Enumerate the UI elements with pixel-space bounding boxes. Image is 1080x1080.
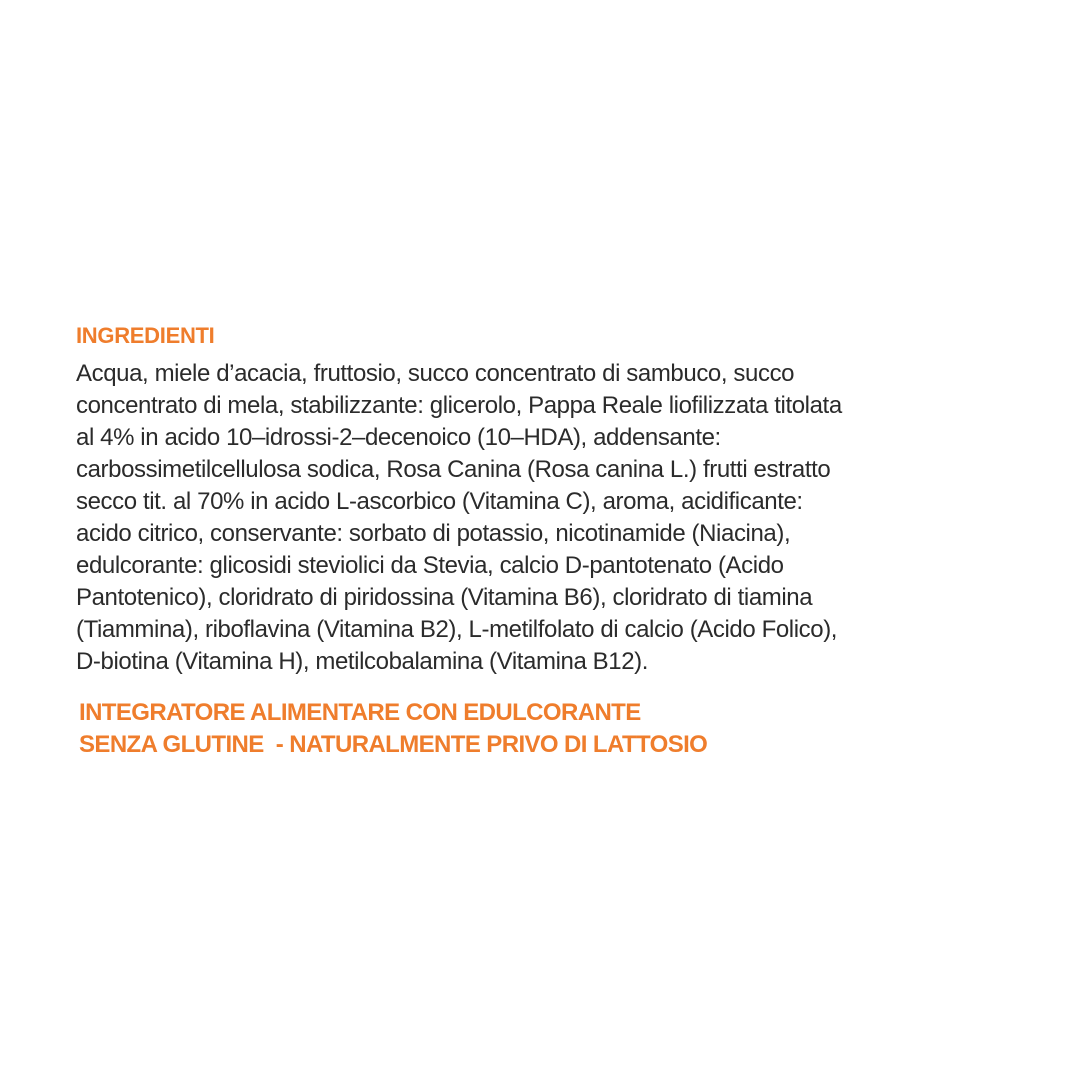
gluten-lactose-claim: SENZA GLUTINE - NATURALMENTE PRIVO DI LATTOSIO: [79, 731, 708, 758]
ingredients-line: edulcorante: glicosidi steviolici da Stevia, calcio D-pantotenato (Acido: [76, 552, 784, 579]
ingredients-title: INGREDIENTI: [76, 323, 215, 348]
ingredients-line: Acqua, miele d’acacia, fruttosio, succo concentrato di sambuco, succo: [76, 360, 795, 387]
ingredients-line: acido citrico, conservante: sorbato di potassio, nicotinamide (Niacina),: [76, 520, 791, 547]
ingredients-line: concentrato di mela, stabilizzante: glicerolo, Pappa Reale liofilizzata titolata: [76, 392, 842, 419]
ingredients-line: al 4% in acido 10–idrossi-2–decenoico (10–HDA), addensante:: [76, 424, 721, 451]
ingredients-line: carbossimetilcellulosa sodica, Rosa Canina (Rosa canina L.) frutti estratto: [76, 456, 831, 483]
ingredients-line: D-biotina (Vitamina H), metilcobalamina (Vitamina B12).: [76, 648, 649, 675]
ingredients-line: secco tit. al 70% in acido L-ascorbico (Vitamina C), aroma, acidificante:: [76, 488, 803, 515]
ingredients-text: [76, 358, 1036, 678]
ingredients-line: (Tiammina), riboflavina (Vitamina B2), L-metilfolato di calcio (Acido Folico),: [76, 616, 838, 643]
product-claims: [79, 697, 707, 761]
supplement-claim: INTEGRATORE ALIMENTARE CON EDULCORANTE: [79, 699, 641, 726]
ingredients-line: Pantotenico), cloridrato di piridossina (Vitamina B6), cloridrato di tiamina: [76, 584, 813, 611]
